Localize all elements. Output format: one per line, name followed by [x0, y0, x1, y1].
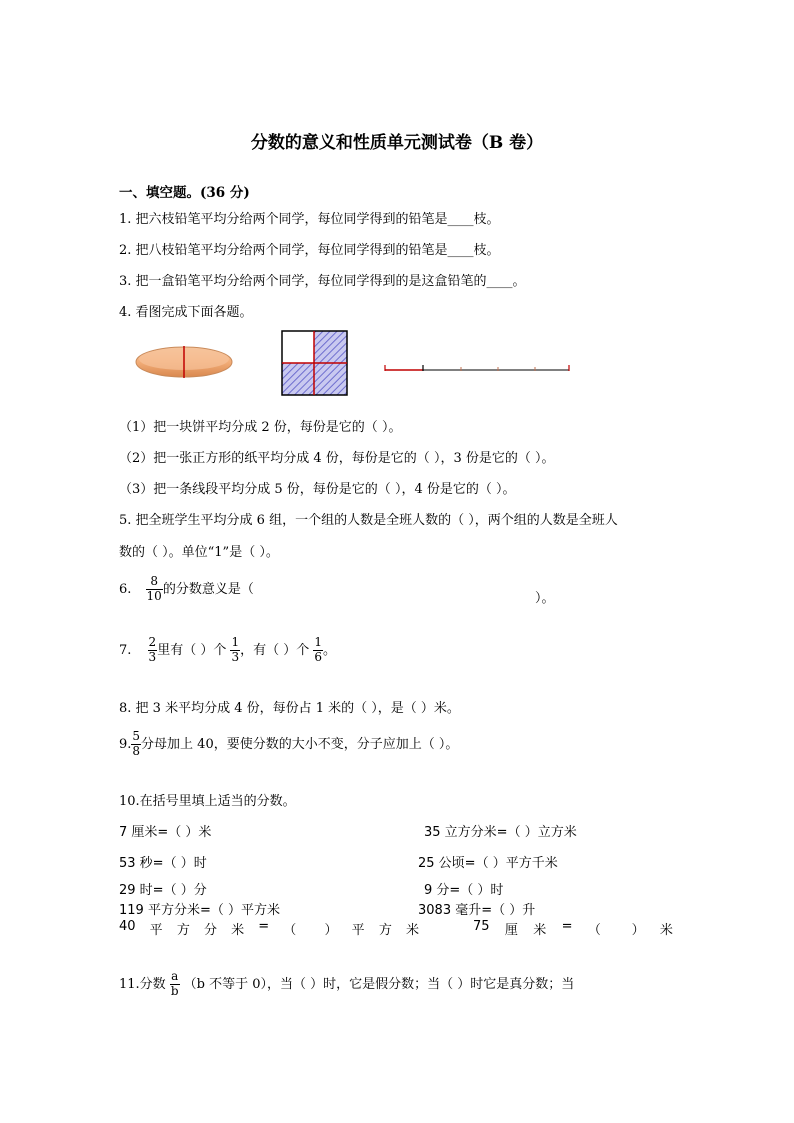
question-1: 1. 把六枝铅笔平均分给两个同学，每位同学得到的铅笔是____枝。: [119, 212, 500, 227]
question-9-number: 9.: [119, 736, 132, 752]
pie-figure: [130, 340, 240, 386]
question-11: [119, 970, 574, 999]
question-7: [119, 636, 336, 665]
question-6-text: 的分数意义是（: [162, 581, 254, 597]
question-7-number: 7.: [119, 642, 132, 658]
question-4: 4. 看图完成下面各题。: [119, 305, 253, 320]
conversion-spread-left: 40 平 方 分 米 = （ ） 平 方 米: [119, 919, 419, 938]
conversion-left: 29 时=（ ）分: [119, 883, 207, 898]
square-figure: [281, 330, 349, 396]
question-9: [119, 730, 458, 759]
section-heading: 一、填空题。(36 分): [119, 185, 250, 201]
question-4-3: （3）把一条线段平均分成 5 份，每份是它的（ ），4 份是它的（ ）。: [119, 482, 516, 497]
question-7-text-2: ，有（ ）个: [240, 642, 310, 658]
segment-figure: [383, 362, 573, 376]
conversion-right: 3083 毫升=（ ）升: [418, 903, 536, 918]
question-11-text: （b 不等于 0），当（ ）时，它是假分数；当（ ）时它是真分数；当: [183, 976, 575, 992]
question-7-text-3: 。: [323, 642, 337, 658]
fraction: $\frac{1}{3}$: [231, 635, 240, 664]
question-7-text-1: 里有（ ）个: [157, 642, 227, 658]
fraction: $\frac{8}{10}$: [146, 574, 162, 603]
conversion-left: 53 秒=（ ）时: [119, 856, 207, 871]
question-3: 3. 把一盒铅笔平均分给两个同学，每位同学得到的是这盒铅笔的____。: [119, 274, 526, 289]
fraction: $\frac{1}{6}$: [314, 635, 323, 664]
question-4-2: （2）把一张正方形的纸平均分成 4 份，每份是它的（ ），3 份是它的（ ）。: [119, 451, 555, 466]
conversion-left: 7 厘米=（ ）米: [119, 825, 212, 840]
fraction: $\frac{5}{8}$: [132, 729, 141, 758]
conversion-left: 119 平方分米=（ ）平方米: [119, 903, 280, 918]
conversion-right: 35 立方分米=（ ）立方米: [424, 825, 577, 840]
question-6-close: ）。: [535, 591, 555, 606]
page-title: 分数的意义和性质单元测试卷（B 卷）: [250, 133, 544, 153]
question-10: 10.在括号里填上适当的分数。: [119, 794, 296, 809]
question-4-1: （1）把一块饼平均分成 2 份，每份是它的（ ）。: [119, 420, 402, 435]
question-6: [119, 575, 254, 604]
question-6-number: 6.: [119, 581, 132, 597]
question-11-number: 11.分数: [119, 976, 166, 992]
question-5-line-1: 5. 把全班学生平均分成 6 组，一个组的人数是全班人数的（ ），两个组的人数是全班人: [119, 513, 618, 528]
fraction: $\frac{a}{b}$: [170, 969, 179, 998]
conversion-spread-right: 75 厘 米 = （ ） 米: [473, 919, 673, 938]
question-9-text: 分母加上 40，要使分数的大小不变，分子应加上（ ）。: [141, 736, 459, 752]
question-2: 2. 把八枝铅笔平均分给两个同学，每位同学得到的铅笔是____枝。: [119, 243, 500, 258]
conversion-right: 9 分=（ ）时: [424, 883, 504, 898]
question-8: 8. 把 3 米平均分成 4 份，每份占 1 米的（ ），是（ ）米。: [119, 701, 460, 716]
question-5-line-2: 数的（ ）。单位“1”是（ ）。: [119, 545, 279, 560]
conversion-right: 25 公顷=（ ）平方千米: [418, 856, 558, 871]
fraction: $\frac{2}{3}$: [148, 635, 157, 664]
